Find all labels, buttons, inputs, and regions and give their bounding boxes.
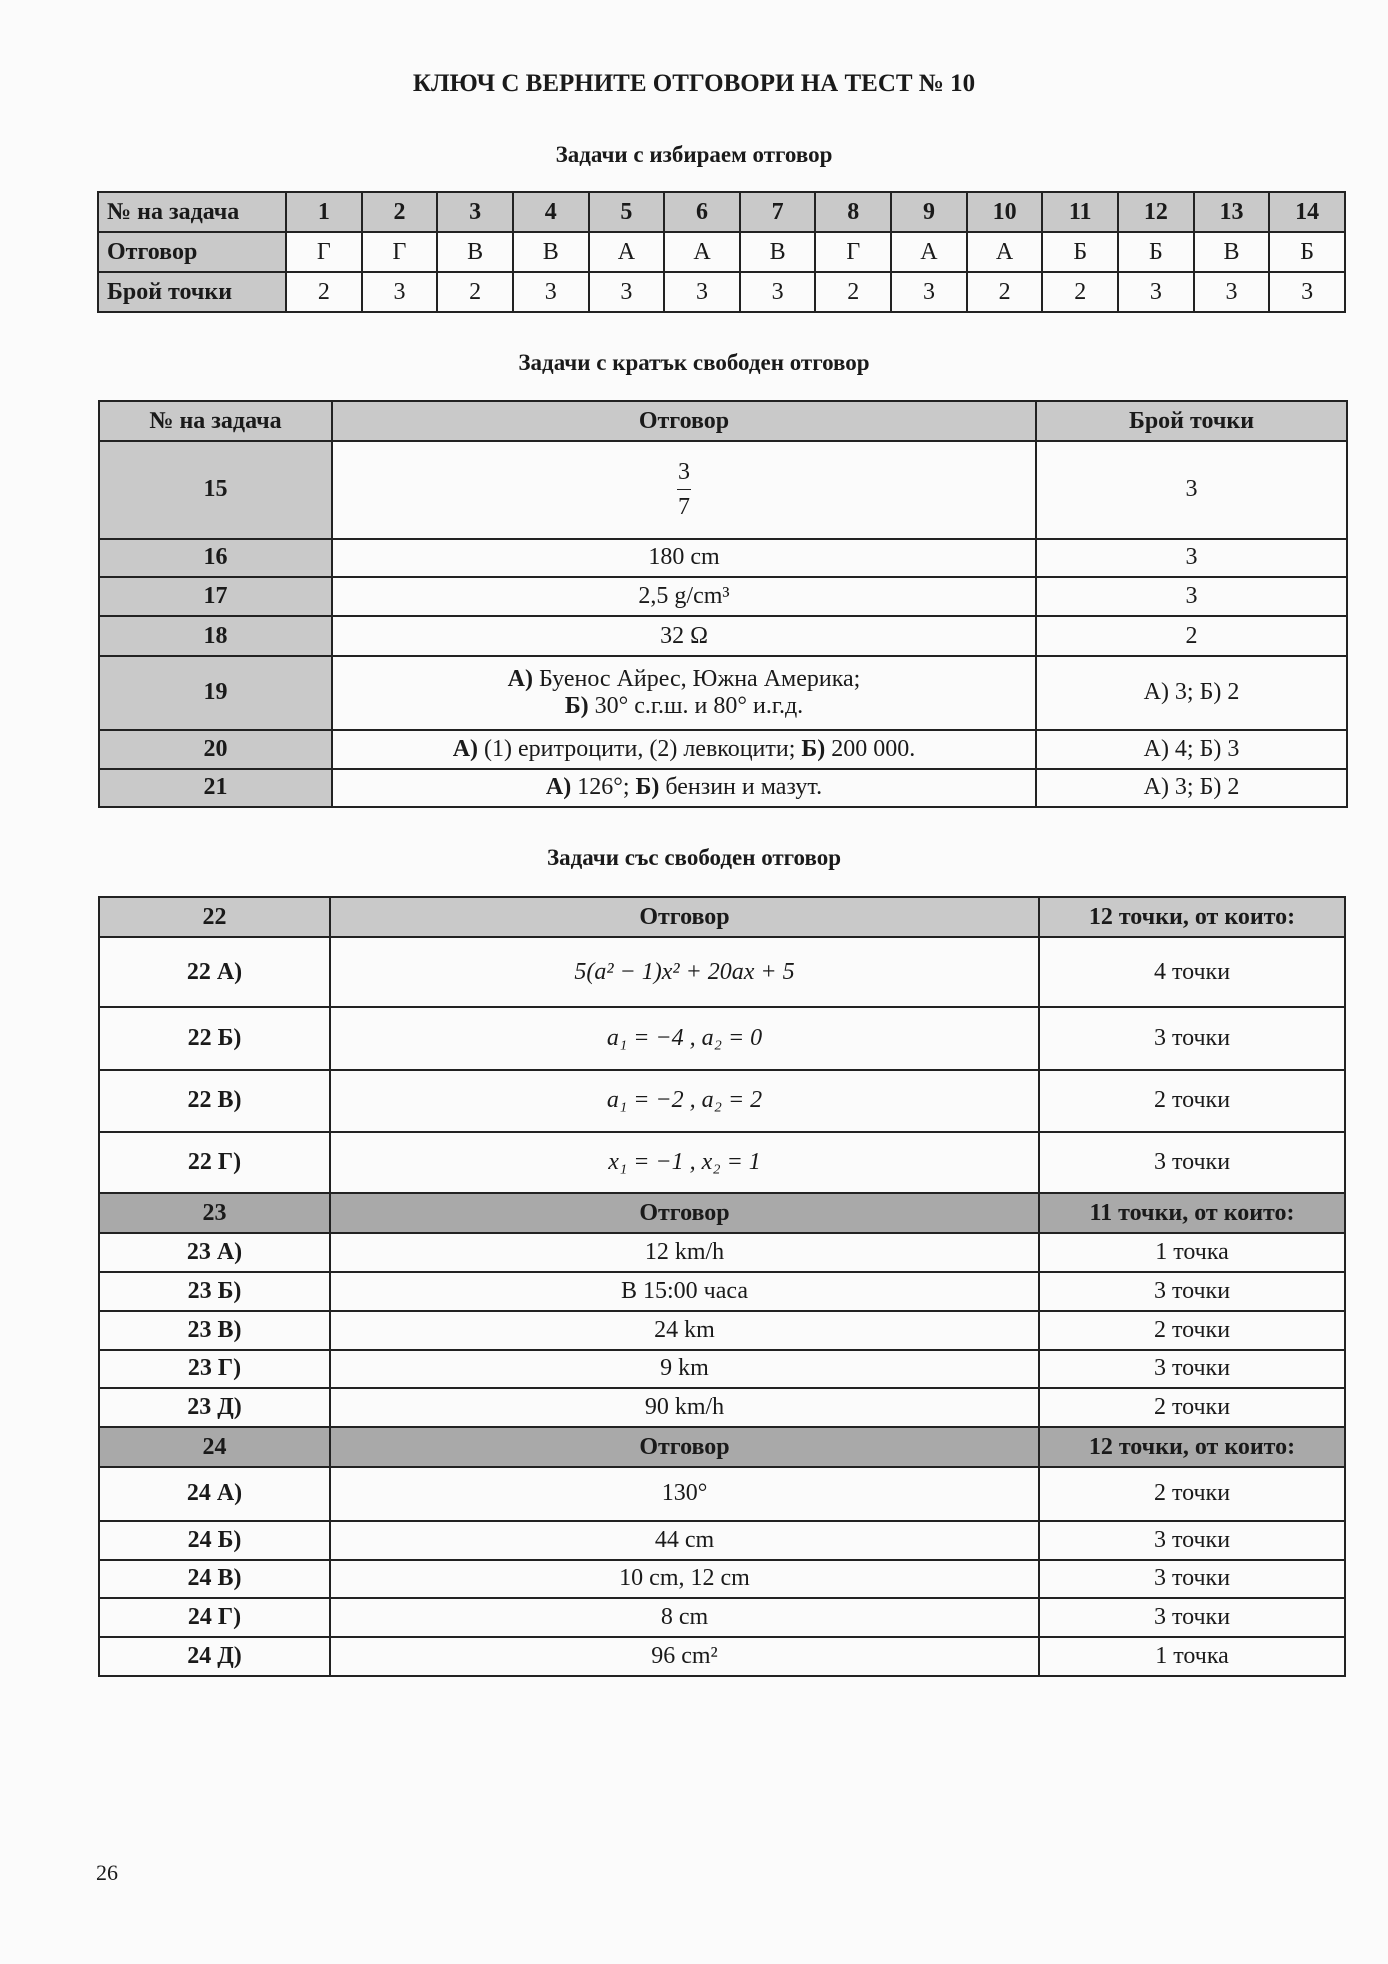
table-row (99, 1007, 1345, 1070)
table-row (99, 1350, 1345, 1389)
answer: a₁ = −4 , a₂ = 0 (330, 1007, 1039, 1070)
task-number: 19 (99, 656, 332, 730)
table-row (99, 1521, 1345, 1560)
task-number: 23 (99, 1193, 330, 1233)
points: 3 точки (1039, 1560, 1345, 1599)
part-a-label: А) (452, 735, 479, 762)
row-label: Брой точки (98, 272, 286, 312)
points: 2 (1036, 616, 1347, 656)
answer: Г (815, 232, 891, 272)
points: 3 точки (1039, 1521, 1345, 1560)
points: 2 точки (1039, 1388, 1345, 1427)
answer: В 15:00 часа (330, 1272, 1039, 1311)
table-row (99, 539, 1347, 578)
points: 2 точки (1039, 1070, 1345, 1133)
group-header-row (99, 897, 1345, 937)
answer: А (967, 232, 1043, 272)
answer: Б (1042, 232, 1118, 272)
subtask-number: 23 В) (99, 1311, 330, 1350)
answer: А (664, 232, 740, 272)
page-number: 26 (96, 1860, 118, 1885)
task-number: 12 (1118, 192, 1194, 232)
task-number: 18 (99, 616, 332, 656)
answer: 10 cm, 12 cm (330, 1560, 1039, 1599)
answer: 9 km (330, 1350, 1039, 1389)
table-row (99, 1070, 1345, 1133)
task-number: 20 (99, 730, 332, 769)
table-row (99, 1311, 1345, 1350)
subtask-number: 23 Б) (99, 1272, 330, 1311)
points: 3 точки (1039, 1007, 1345, 1070)
points: 2 (967, 272, 1043, 312)
row-label: Отговор (98, 232, 286, 272)
header-total-points: 12 точки, от които: (1039, 897, 1345, 937)
subtask-number: 22 А) (99, 937, 330, 1007)
answer: 12 km/h (330, 1233, 1039, 1272)
task-number: 11 (1042, 192, 1118, 232)
part-b-text: бензин и мазут. (659, 774, 823, 801)
header-answer: Отговор (330, 1193, 1039, 1233)
answer: 180 cm (332, 539, 1036, 578)
points: 3 (740, 272, 816, 312)
task-number: 1 (286, 192, 362, 232)
part-b-label: Б) (635, 774, 660, 801)
part-a-text: 126°; (571, 774, 636, 801)
part-b-label: Б) (564, 692, 589, 719)
page-title: КЛЮЧ С ВЕРНИТЕ ОТГОВОРИ НА ТЕСТ № 10 (412, 70, 976, 97)
part-a-label: А) (507, 665, 533, 692)
subtask-number: 24 В) (99, 1560, 330, 1599)
answer: В (740, 232, 816, 272)
answer (332, 730, 1036, 769)
points: 3 (664, 272, 740, 312)
points: 2 (437, 272, 513, 312)
denominator: 7 (678, 493, 690, 520)
subtask-number: 22 В) (99, 1070, 330, 1133)
subtask-number: 24 Б) (99, 1521, 330, 1560)
points: 2 точки (1039, 1311, 1345, 1350)
answer: a₁ = −2 , a₂ = 2 (330, 1070, 1039, 1133)
task-number: 7 (740, 192, 816, 232)
points: 3 (513, 272, 589, 312)
table-row (99, 616, 1347, 656)
table-row (99, 1132, 1345, 1193)
table-row (99, 769, 1347, 808)
multiple-choice-table (97, 191, 1346, 313)
free-answer-table (98, 896, 1346, 1677)
header-answer: Отговор (330, 897, 1039, 937)
answer: Г (362, 232, 438, 272)
points: 3 (1118, 272, 1194, 312)
header-answer: Отговор (332, 401, 1036, 441)
table-row (99, 937, 1345, 1007)
row-label: № на задача (98, 192, 286, 232)
answer: А (589, 232, 665, 272)
answer: 96 cm² (330, 1637, 1039, 1676)
points: 3 (1036, 441, 1347, 539)
short-answer-table (98, 400, 1348, 808)
header-answer: Отговор (330, 1427, 1039, 1467)
subtask-number: 24 Г) (99, 1598, 330, 1637)
points: А) 3; Б) 2 (1036, 656, 1347, 730)
subtask-number: 24 А) (99, 1467, 330, 1521)
part-a-text: Буенос Айрес, Южна Америка; (532, 665, 861, 692)
part-b-text: 200 000. (825, 735, 916, 762)
answer: Г (286, 232, 362, 272)
subtask-number: 23 Г) (99, 1350, 330, 1389)
task-number: 17 (99, 577, 332, 616)
task-number: 13 (1194, 192, 1270, 232)
answer (332, 769, 1036, 808)
group-header-row (99, 1193, 1345, 1233)
points: 2 (286, 272, 362, 312)
answer: 5(a² − 1)x² + 20ax + 5 (330, 937, 1039, 1007)
subtask-number: 24 Д) (99, 1637, 330, 1676)
table-row (99, 1272, 1345, 1311)
task-number: 24 (99, 1427, 330, 1467)
task-number: 21 (99, 769, 332, 808)
answer: 44 cm (330, 1521, 1039, 1560)
answer: В (1194, 232, 1270, 272)
subtask-number: 23 А) (99, 1233, 330, 1272)
numerator: 3 (678, 458, 690, 485)
answer (332, 656, 1036, 730)
points: 2 (815, 272, 891, 312)
table-row (99, 1560, 1345, 1599)
points: 3 (362, 272, 438, 312)
fraction (677, 459, 691, 521)
points: 3 (589, 272, 665, 312)
section1-heading: Задачи с избираем отговор (555, 142, 833, 167)
points: 3 точки (1039, 1272, 1345, 1311)
answer: 2,5 g/cm³ (332, 577, 1036, 616)
answer (332, 441, 1036, 539)
subtask-number: 22 Г) (99, 1132, 330, 1193)
part-b-label: Б) (801, 735, 826, 762)
header-points: Брой точки (1036, 401, 1347, 441)
task-number: 2 (362, 192, 438, 232)
header-total-points: 11 точки, от които: (1039, 1193, 1345, 1233)
task-number: 9 (891, 192, 967, 232)
points: А) 4; Б) 3 (1036, 730, 1347, 769)
table-row (99, 441, 1347, 539)
table-row (99, 1467, 1345, 1521)
table-row (99, 1598, 1345, 1637)
part-a-label: А) (545, 774, 572, 801)
table-row (99, 1388, 1345, 1427)
answer: 8 cm (330, 1598, 1039, 1637)
answer: x₁ = −1 , x₂ = 1 (330, 1132, 1039, 1193)
points: 2 (1042, 272, 1118, 312)
table-row (99, 1637, 1345, 1676)
header-total-points: 12 точки, от които: (1039, 1427, 1345, 1467)
group-header-row (99, 1427, 1345, 1467)
task-number: 10 (967, 192, 1043, 232)
table-row (99, 577, 1347, 616)
task-number: 22 (99, 897, 330, 937)
task-number: 14 (1269, 192, 1345, 232)
part-a-text: (1) еритроцити, (2) левкоцити; (478, 735, 802, 762)
header-task-number: № на задача (99, 401, 332, 441)
points: 3 (1194, 272, 1270, 312)
points: 3 (1269, 272, 1345, 312)
points: А) 3; Б) 2 (1036, 769, 1347, 808)
table-row (99, 656, 1347, 730)
answer: 130° (330, 1467, 1039, 1521)
subtask-number: 22 Б) (99, 1007, 330, 1070)
points: 4 точки (1039, 937, 1345, 1007)
table-row (99, 730, 1347, 769)
part-b-text: 30° с.г.ш. и 80° и.г.д. (588, 692, 804, 719)
answer: В (513, 232, 589, 272)
section3-heading: Задачи със свободен отговор (546, 845, 842, 870)
answer: 32 Ω (332, 616, 1036, 656)
subtask-number: 23 Д) (99, 1388, 330, 1427)
answer: В (437, 232, 513, 272)
section2-heading: Задачи с кратък свободен отговор (518, 350, 870, 375)
task-number: 8 (815, 192, 891, 232)
task-number: 16 (99, 539, 332, 578)
task-number: 4 (513, 192, 589, 232)
task-number: 3 (437, 192, 513, 232)
points: 2 точки (1039, 1467, 1345, 1521)
answer: 24 km (330, 1311, 1039, 1350)
answer: 90 km/h (330, 1388, 1039, 1427)
points: 3 (1036, 539, 1347, 578)
points: 1 точка (1039, 1233, 1345, 1272)
answer: Б (1118, 232, 1194, 272)
points: 3 (891, 272, 967, 312)
task-number: 6 (664, 192, 740, 232)
points: 1 точка (1039, 1637, 1345, 1676)
answer: Б (1269, 232, 1345, 272)
points: 3 точки (1039, 1350, 1345, 1389)
answer: А (891, 232, 967, 272)
points: 3 (1036, 577, 1347, 616)
points: 3 точки (1039, 1598, 1345, 1637)
task-number: 15 (99, 441, 332, 539)
table-row (99, 1233, 1345, 1272)
points: 3 точки (1039, 1132, 1345, 1193)
task-number: 5 (589, 192, 665, 232)
